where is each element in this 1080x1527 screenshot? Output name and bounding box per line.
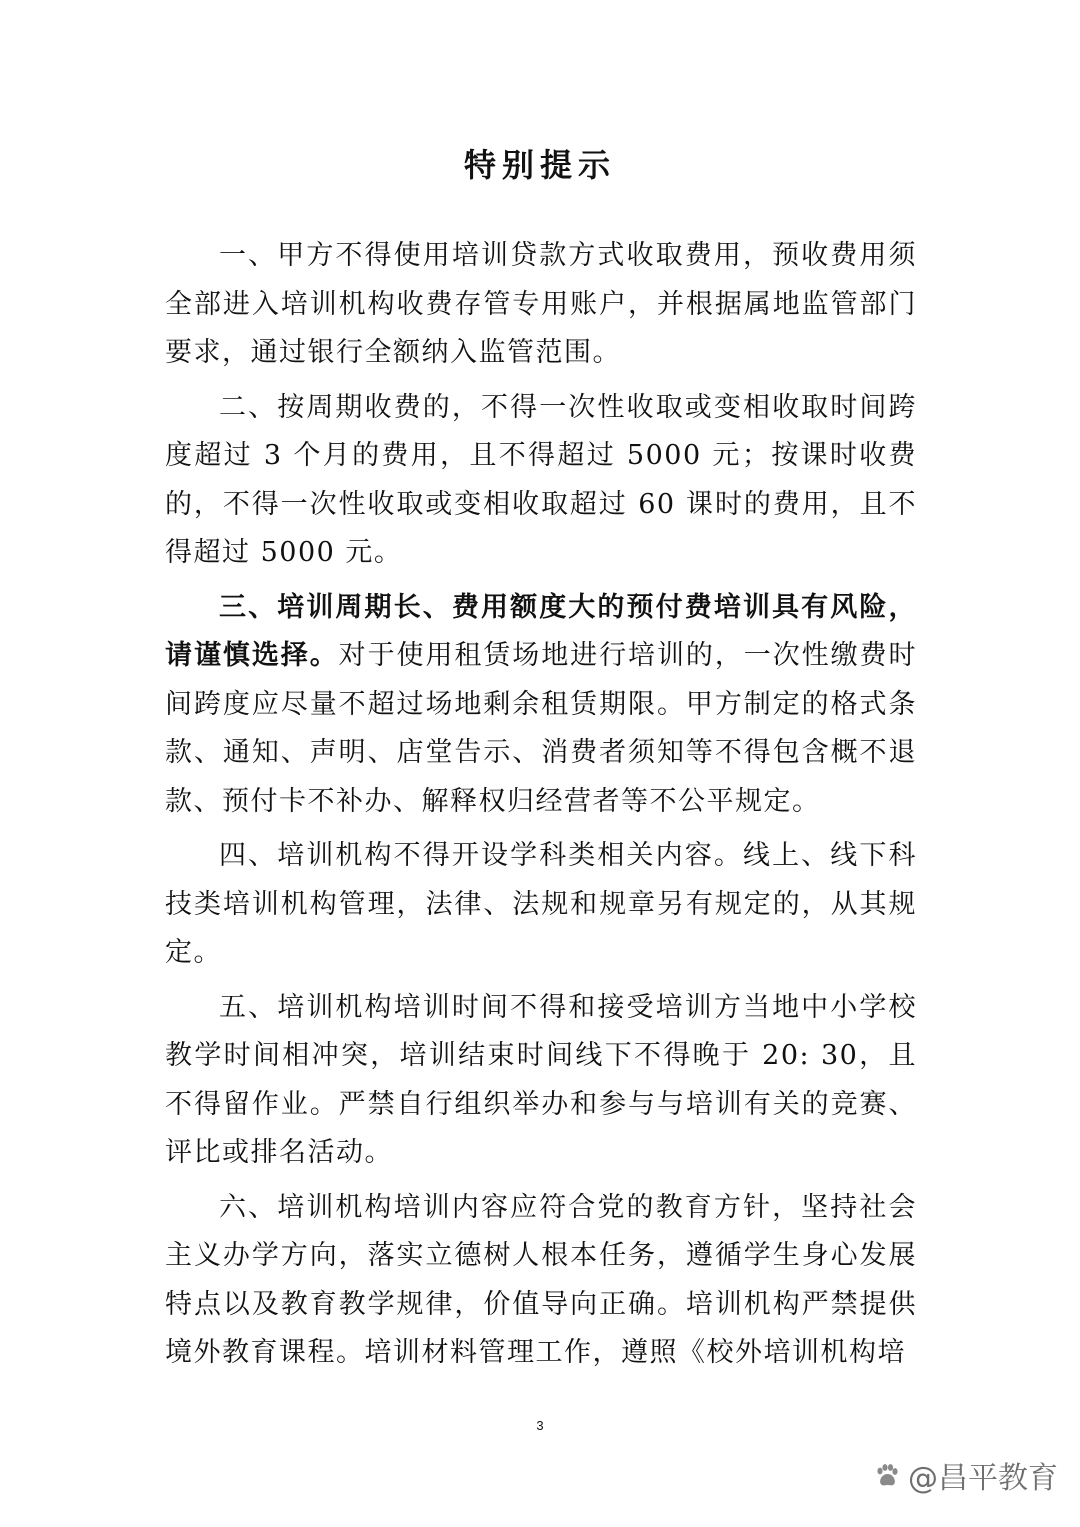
page-number: 3 [536,1418,544,1433]
paragraph-6 [165,1184,917,1378]
paragraph-text: 二、按周期收费的，不得一次性收取或变相收取时间跨度超过 3 个月的费用，且不得超过 5000 元；按课时收费的，不得一次性收取或变相收取超过 60 课时的费用，且不得超过 5000 元。 [165,391,917,568]
paragraph-text: 对于使用租赁场地进行培训的，一次性缴费时间跨度应尽量不超过场地剩余租赁期限。甲方制定的格式条款、通知、声明、店堂告示、消费者须知等不得包含概不退款、预付卡不补办、解释权归经营者等不公平规定。 [165,640,917,817]
paragraph-4 [165,832,917,978]
paw-icon [874,1462,900,1488]
page-title: 特别提示 [463,146,616,184]
paragraph-text: 六、培训机构培训内容应符合党的教育方针，坚持社会主义办学方向，落实立德树人根本任务，遵循学生身心发展特点以及教育教学规律，价值导向正确。培训机构严禁提供境外教育课程。培训材料管理工作，遵照《校外培训机构培 [165,1191,917,1368]
watermark-text: @昌平教育 [908,1461,1058,1496]
paragraph-text: 四、培训机构不得开设学科类相关内容。线上、线下科技类培训机构管理，法律、法规和规章另有规定的，从其规定。 [165,840,917,968]
paragraph-1 [165,232,917,378]
document-body [165,232,917,1378]
paragraph-bold-lead: 三、培训周期长、费用额度大的预付费培训具有风险，请谨慎选择。 [165,591,917,671]
paragraph-3 [165,584,917,827]
paragraph-text: 一、甲方不得使用培训贷款方式收取费用，预收费用须全部进入培训机构收费存管专用账户，并根据属地监管部门要求，通过银行全额纳入监管范围。 [165,240,917,368]
paragraph-2 [165,384,917,578]
watermark [874,1453,1058,1497]
paragraph-text: 五、培训机构培训时间不得和接受培训方当地中小学校教学时间相冲突，培训结束时间线下不得晚于 20: 30，且不得留作业。严禁自行组织举办和参与与培训有关的竞赛、评比或排名活动。 [165,991,917,1168]
paragraph-5 [165,984,917,1178]
